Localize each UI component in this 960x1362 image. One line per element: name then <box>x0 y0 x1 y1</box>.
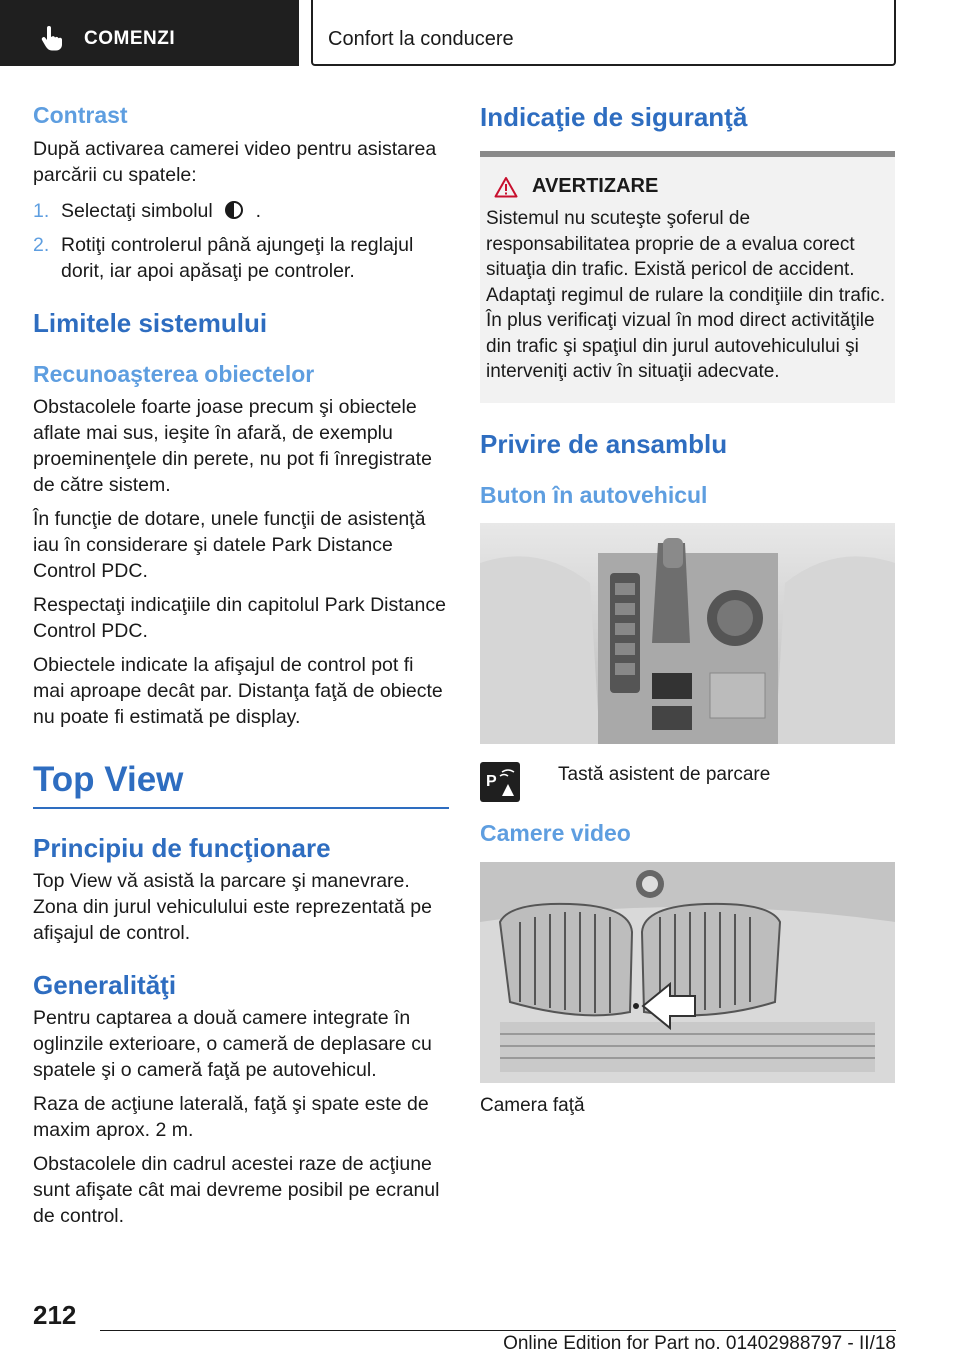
recognition-heading: Recunoaşterea obiectelor <box>33 360 315 387</box>
console-photo <box>480 523 895 744</box>
recognition-para: Obiectele indicate la afişajul de control pot fi mai aproape decât par. Distanţa faţă de obiecte nu poate fi estimată pe display. <box>33 654 443 729</box>
page-number: 212 <box>33 1300 77 1330</box>
overview-heading: Privire de ansamblu <box>480 428 728 459</box>
warning-triangle-icon <box>494 176 518 198</box>
general-para: Pentru captarea a două camere integrate în oglinzile exterioare, o cameră de deplasare cu spatele şi o cameră faţă pe autovehicul. <box>33 1007 432 1081</box>
front-camera-caption: Camera faţă <box>480 1095 585 1117</box>
topview-heading: Top View <box>33 760 184 800</box>
recognition-para: În funcţie de dotare, unele funcţii de asistenţă iau în considerare şi datele Park Distance Control PDC. <box>33 508 426 583</box>
cameras-heading: Camere video <box>480 820 631 847</box>
parking-button-caption: Tastă asistent de parcare <box>558 764 771 786</box>
general-heading: Generalităţi <box>33 969 177 1000</box>
section-tab[interactable] <box>0 0 299 66</box>
safety-heading: Indicaţie de siguranţă <box>480 102 748 132</box>
recognition-para: Obstacolele foarte joase precum şi obiectele aflate mai sus, ieşite în afară, de exemplu proeminenţele din perete, nu pot fi înregistrate de către sistem. <box>33 396 432 497</box>
warning-text: Sistemul nu scuteşte şoferul de responsabilitatea proprie de a evalua corect situaţia din trafic. Există pericol de accident. Adaptaţi regimul de rulare la condiţiile din trafic. În plus verificaţi vizual în mod direct activităţile din trafic şi spaţiul din jurul autovehiculului şi interveniţi activ în situaţii adecvate. <box>486 208 886 383</box>
principle-heading: Principiu de funcţionare <box>33 832 331 863</box>
step-item <box>33 198 449 224</box>
limits-heading: Limitele sistemului <box>33 307 268 338</box>
step-number: 1. <box>33 199 50 222</box>
contrast-knob-icon <box>224 200 244 220</box>
principle-para: Top View vă asistă la parcare şi manevrare. Zona din jurul vehiculului este reprezentată pe afişajul de control. <box>33 869 432 944</box>
topview-rule <box>33 807 449 809</box>
footer-rule <box>100 1330 896 1331</box>
hand-pointer-icon <box>38 24 66 52</box>
section-label: COMENZI <box>84 28 176 49</box>
step-text-end: . <box>255 199 261 222</box>
svg-text:P: P <box>486 773 497 791</box>
contrast-intro: După activarea camerei video pentru asistarea parcării cu spatele: <box>33 137 437 186</box>
front-camera-photo <box>480 862 895 1083</box>
step-text: Selectaţi simbolul <box>61 199 213 222</box>
warning-header <box>494 175 889 198</box>
step-item <box>33 232 449 284</box>
parking-button-row <box>480 762 896 802</box>
chapter-title: Confort la conducere <box>328 28 514 50</box>
button-heading: Buton în autovehicul <box>480 481 708 508</box>
contrast-steps <box>33 198 449 284</box>
chapter-box <box>311 0 896 66</box>
page-header <box>0 0 960 66</box>
right-column <box>480 100 896 1119</box>
left-column <box>33 100 449 1229</box>
step-text: Rotiţi controlerul până ajungeţi la reglajul dorit, iar apoi apăsaţi pe controler. <box>61 233 414 282</box>
general-para: Obstacolele din cadrul acestei raze de acţiune sunt afişate cât mai devreme posibil pe ecranul de control. <box>33 1153 440 1227</box>
contrast-heading: Contrast <box>33 102 128 128</box>
general-para: Raza de acţiune laterală, faţă şi spate este de maxim aprox. 2 m. <box>33 1093 429 1141</box>
step-number: 2. <box>33 233 50 256</box>
warning-label: AVERTIZARE <box>532 175 659 198</box>
parking-assist-button-icon <box>480 762 520 802</box>
recognition-para: Respectaţi indicaţiile din capitolul Park Distance Control PDC. <box>33 594 446 643</box>
edition-note: Online Edition for Part no. 01402988797 - II/18 <box>503 1333 896 1354</box>
warning-box <box>480 151 895 403</box>
